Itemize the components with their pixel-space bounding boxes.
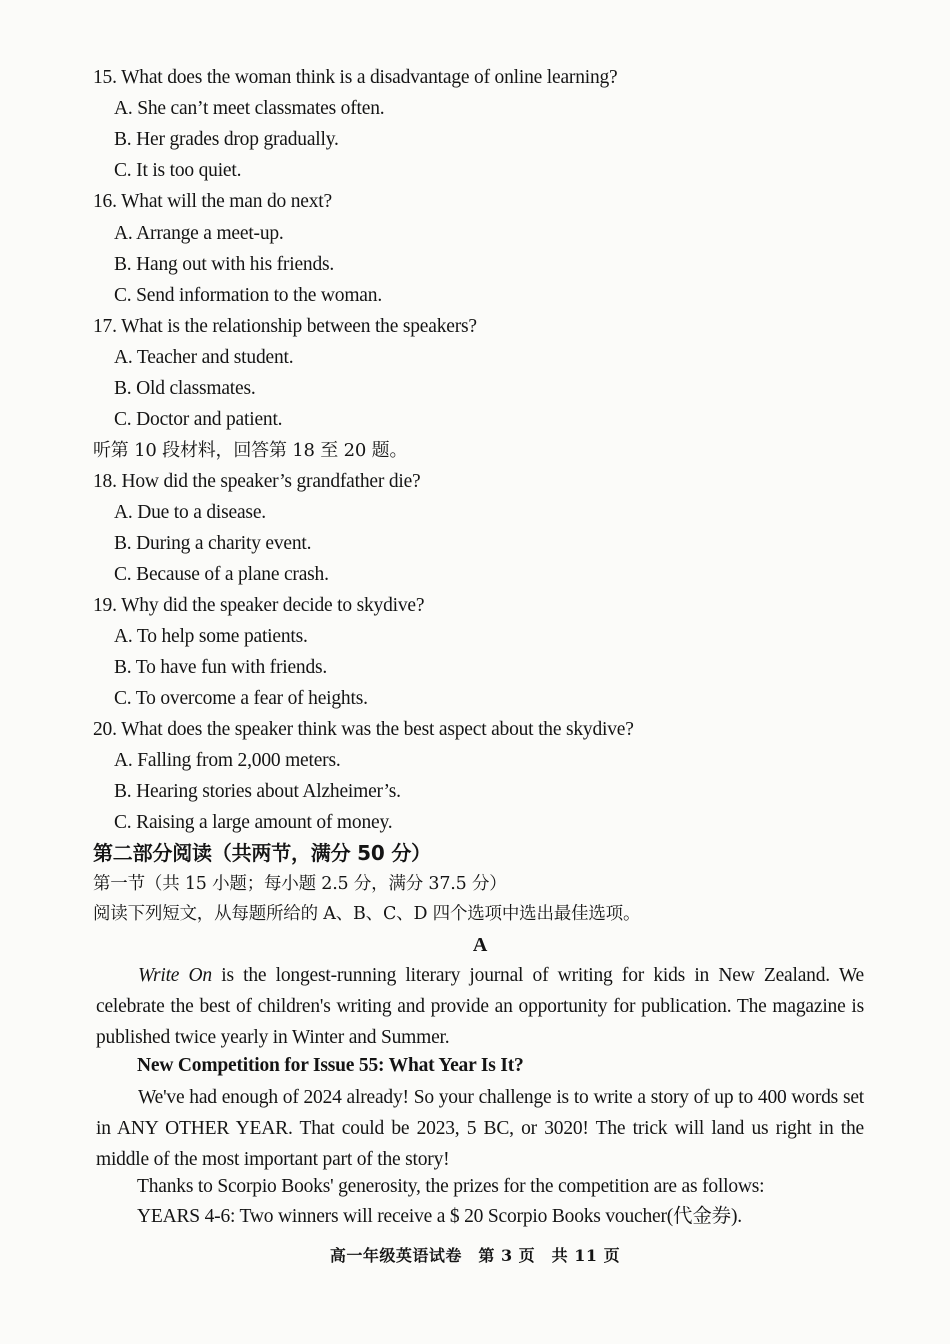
prize-years-4-6: YEARS 4-6: Two winners will receive a $ 20 Scorpio Books voucher(代金券). — [137, 1206, 742, 1227]
challenge-paragraph — [96, 1082, 864, 1175]
intro-text: is the longest-running literary journal of writing for kids in New Zealand. We celebrate the best of children's writing and provide an opportunity for publication. The magazine is published twice yearly in Winter and Summer. — [96, 965, 864, 1048]
page-footer: 高一年级英语试卷 第 3 页 共 11 页 — [329, 1246, 621, 1265]
option-17c: C. Doctor and patient. — [114, 409, 283, 430]
challenge-text: We've had enough of 2024 already! So your challenge is to write a story of up to 400 words set in ANY OTHER YEAR. That could be 2023, 5 BC, or 3020! The trick will land us right in the middle of the most important part of the story! — [96, 1087, 864, 1170]
question-19: 19. Why did the speaker decide to skydive? — [93, 595, 425, 616]
option-18a: A. Due to a disease. — [114, 502, 266, 523]
journal-title: Write On — [138, 965, 212, 986]
option-16b: B. Hang out with his friends. — [114, 254, 335, 275]
option-18b: B. During a charity event. — [114, 533, 312, 554]
part2-title: 第二部分阅读（共两节，满分 50 分） — [93, 841, 431, 865]
option-20c: C. Raising a large amount of money. — [114, 812, 393, 833]
passage-label: A — [472, 934, 488, 956]
prizes-intro: Thanks to Scorpio Books' generosity, the prizes for the competition are as follows: — [137, 1176, 765, 1197]
option-19a: A. To help some patients. — [114, 626, 308, 647]
question-18: 18. How did the speaker’s grandfather die? — [93, 471, 421, 492]
option-15a: A. She can’t meet classmates often. — [114, 98, 385, 119]
option-20b: B. Hearing stories about Alzheimer’s. — [114, 781, 401, 802]
passage-intro — [96, 960, 864, 1053]
option-20a: A. Falling from 2,000 meters. — [114, 750, 341, 771]
question-17: 17. What is the relationship between the speakers? — [93, 316, 477, 337]
listening-instruction: 听第 10 段材料，回答第 18 至 20 题。 — [93, 440, 408, 461]
question-20: 20. What does the speaker think was the best aspect about the skydive? — [93, 719, 634, 740]
question-16: 16. What will the man do next? — [93, 191, 332, 212]
option-17b: B. Old classmates. — [114, 378, 256, 399]
option-19b: B. To have fun with friends. — [114, 657, 328, 678]
question-15: 15. What does the woman think is a disadvantage of online learning? — [93, 67, 618, 88]
option-16c: C. Send information to the woman. — [114, 285, 382, 306]
option-15b: B. Her grades drop gradually. — [114, 129, 339, 150]
section1-title: 第一节（共 15 小题；每小题 2.5 分，满分 37.5 分） — [93, 874, 507, 894]
reading-instruction: 阅读下列短文，从每题所给的 A、B、C、D 四个选项中选出最佳选项。 — [93, 904, 641, 924]
option-15c: C. It is too quiet. — [114, 160, 242, 181]
option-16a: A. Arrange a meet-up. — [114, 223, 284, 244]
option-17a: A. Teacher and student. — [114, 347, 294, 368]
competition-heading: New Competition for Issue 55: What Year Is It? — [137, 1055, 524, 1076]
option-18c: C. Because of a plane crash. — [114, 564, 329, 585]
option-19c: C. To overcome a fear of heights. — [114, 688, 368, 709]
